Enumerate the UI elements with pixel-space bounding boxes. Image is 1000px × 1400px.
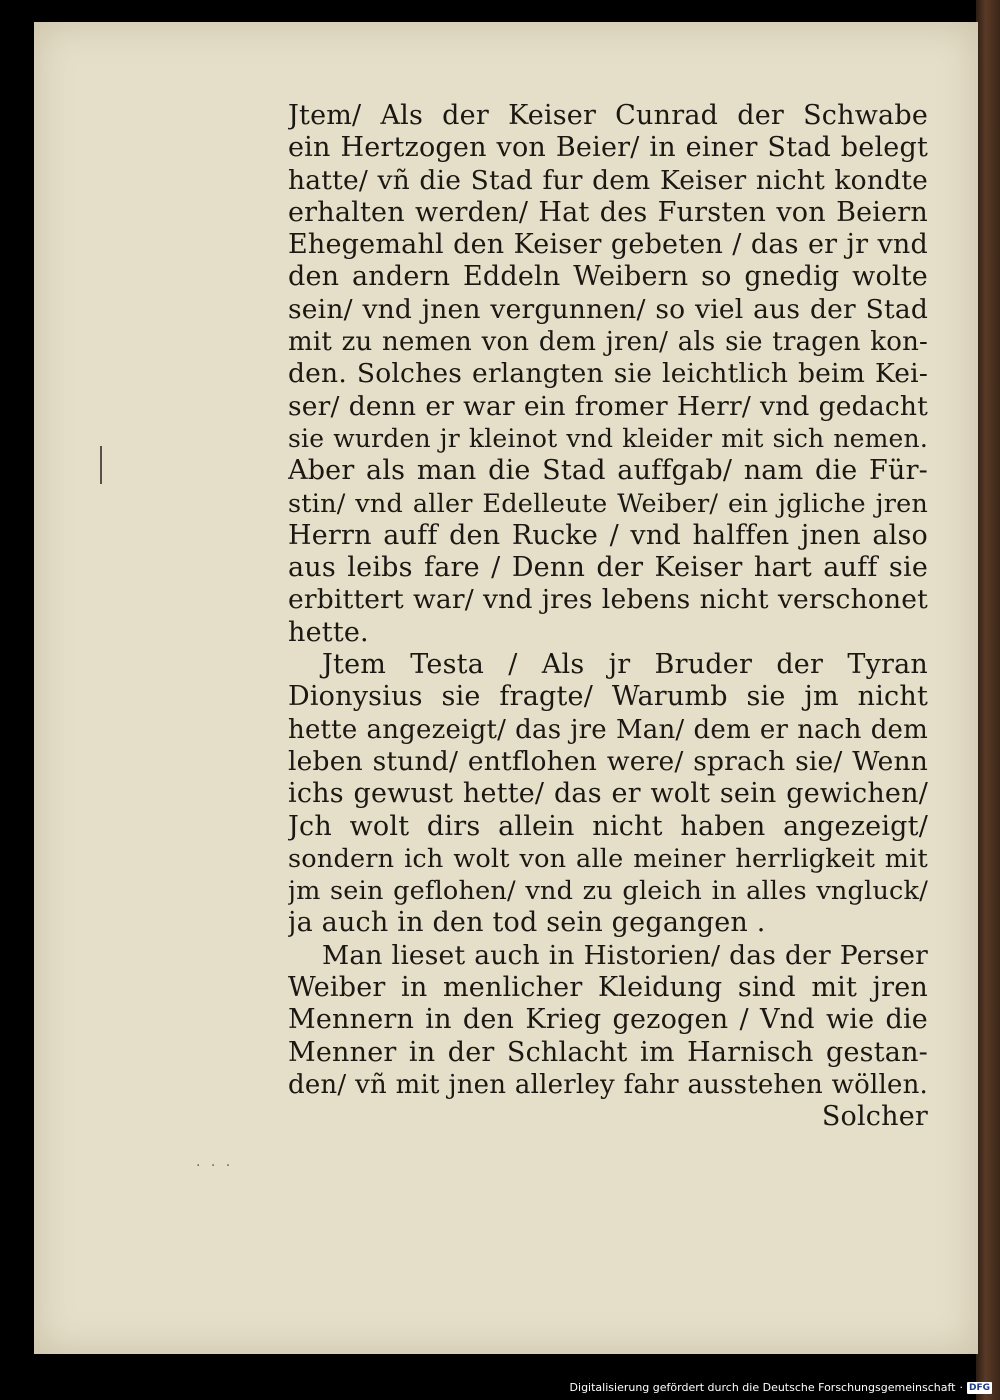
footer-separator: · bbox=[959, 1381, 963, 1394]
text-line: Jtem/ Als der Keiser Cunrad der Schwabe bbox=[288, 100, 928, 131]
margin-pencil-mark bbox=[100, 446, 102, 484]
text-line: sondern ich wolt von alle meiner herrligkeit mit bbox=[288, 843, 928, 874]
text-line: aus leibs fare / Denn der Keiser hart auff sie bbox=[288, 552, 928, 584]
text-line: Ehegemahl den Keiser gebeten / das er jr vnd bbox=[288, 229, 928, 261]
text-line: hette. bbox=[288, 616, 369, 648]
text-line: mit zu nemen von dem jren/ als sie tragen kon- bbox=[288, 327, 928, 358]
text-line: jm sein geflohen/ vnd zu gleich in alles vngluck/ bbox=[288, 876, 928, 907]
text-line: Mennern in den Krieg gezogen / Vnd wie die bbox=[288, 1004, 928, 1036]
text-line: ein Hertzogen von Beier/ in einer Stad belegt bbox=[288, 132, 928, 164]
text-line: ichs gewust hette/ das er wolt sein gewichen/ bbox=[288, 778, 928, 810]
text-line: den. Solches erlangten sie leichtlich beim Kei- bbox=[288, 358, 928, 390]
text-line: Jch wolt dirs allein nicht haben angezeigt/ bbox=[288, 810, 928, 842]
text-line: Menner in der Schlacht im Harnisch gestan- bbox=[288, 1036, 928, 1068]
text-line: leben stund/ entflohen were/ sprach sie/ Wenn bbox=[288, 745, 928, 777]
catchword: Solcher bbox=[821, 1101, 928, 1133]
text-line: stin/ vnd aller Edelleute Weiber/ ein jgliche jren bbox=[288, 488, 928, 519]
text-line: ja auch in den tod sein gegangen . bbox=[288, 907, 766, 939]
text-line: den andern Eddeln Weibern so gnedig wolte bbox=[288, 261, 928, 293]
text-line: erbittert war/ vnd jres lebens nicht verschonet bbox=[288, 584, 928, 616]
text-line: Herrn auff den Rucke / vnd halffen jnen also bbox=[288, 519, 928, 551]
dfg-logo-icon: DFG bbox=[968, 1382, 990, 1393]
text-line: sie wurden jr kleinot vnd kleider mit sich nemen. bbox=[288, 423, 928, 453]
text-line: Dionysius sie fragte/ Warumb sie jm nicht bbox=[288, 681, 928, 713]
text-line: Man lieset auch in Historien/ das der Perser bbox=[322, 939, 928, 971]
text-line: Weiber in menlicher Kleidung sind mit jren bbox=[288, 972, 928, 1004]
text-line: hatte/ vñ die Stad fur dem Keiser nicht kondte bbox=[288, 164, 928, 196]
footer-credit: Digitalisierung gefördert durch die Deutsche Forschungsgemeinschaft bbox=[569, 1381, 956, 1394]
paper-specks: · · · bbox=[196, 1158, 234, 1174]
body-text bbox=[288, 100, 928, 1134]
digitization-footer bbox=[570, 1381, 992, 1394]
text-line: sein/ vnd jnen vergunnen/ so viel aus der Stad bbox=[288, 293, 928, 325]
text-line: erhalten werden/ Hat des Fursten von Beiern bbox=[288, 196, 928, 228]
text-line: den/ vñ mit jnen allerley fahr ausstehen wöllen. bbox=[288, 1069, 928, 1100]
book-spine-edge bbox=[976, 0, 1000, 1400]
text-line: Jtem Testa / Als jr Bruder der Tyran bbox=[322, 649, 928, 681]
text-line: hette angezeigt/ das jre Man/ dem er nach dem bbox=[288, 714, 928, 745]
text-line: Aber als man die Stad auffgab/ nam die Für- bbox=[288, 455, 928, 487]
text-line: ser/ denn er war ein fromer Herr/ vnd gedacht bbox=[288, 390, 928, 422]
